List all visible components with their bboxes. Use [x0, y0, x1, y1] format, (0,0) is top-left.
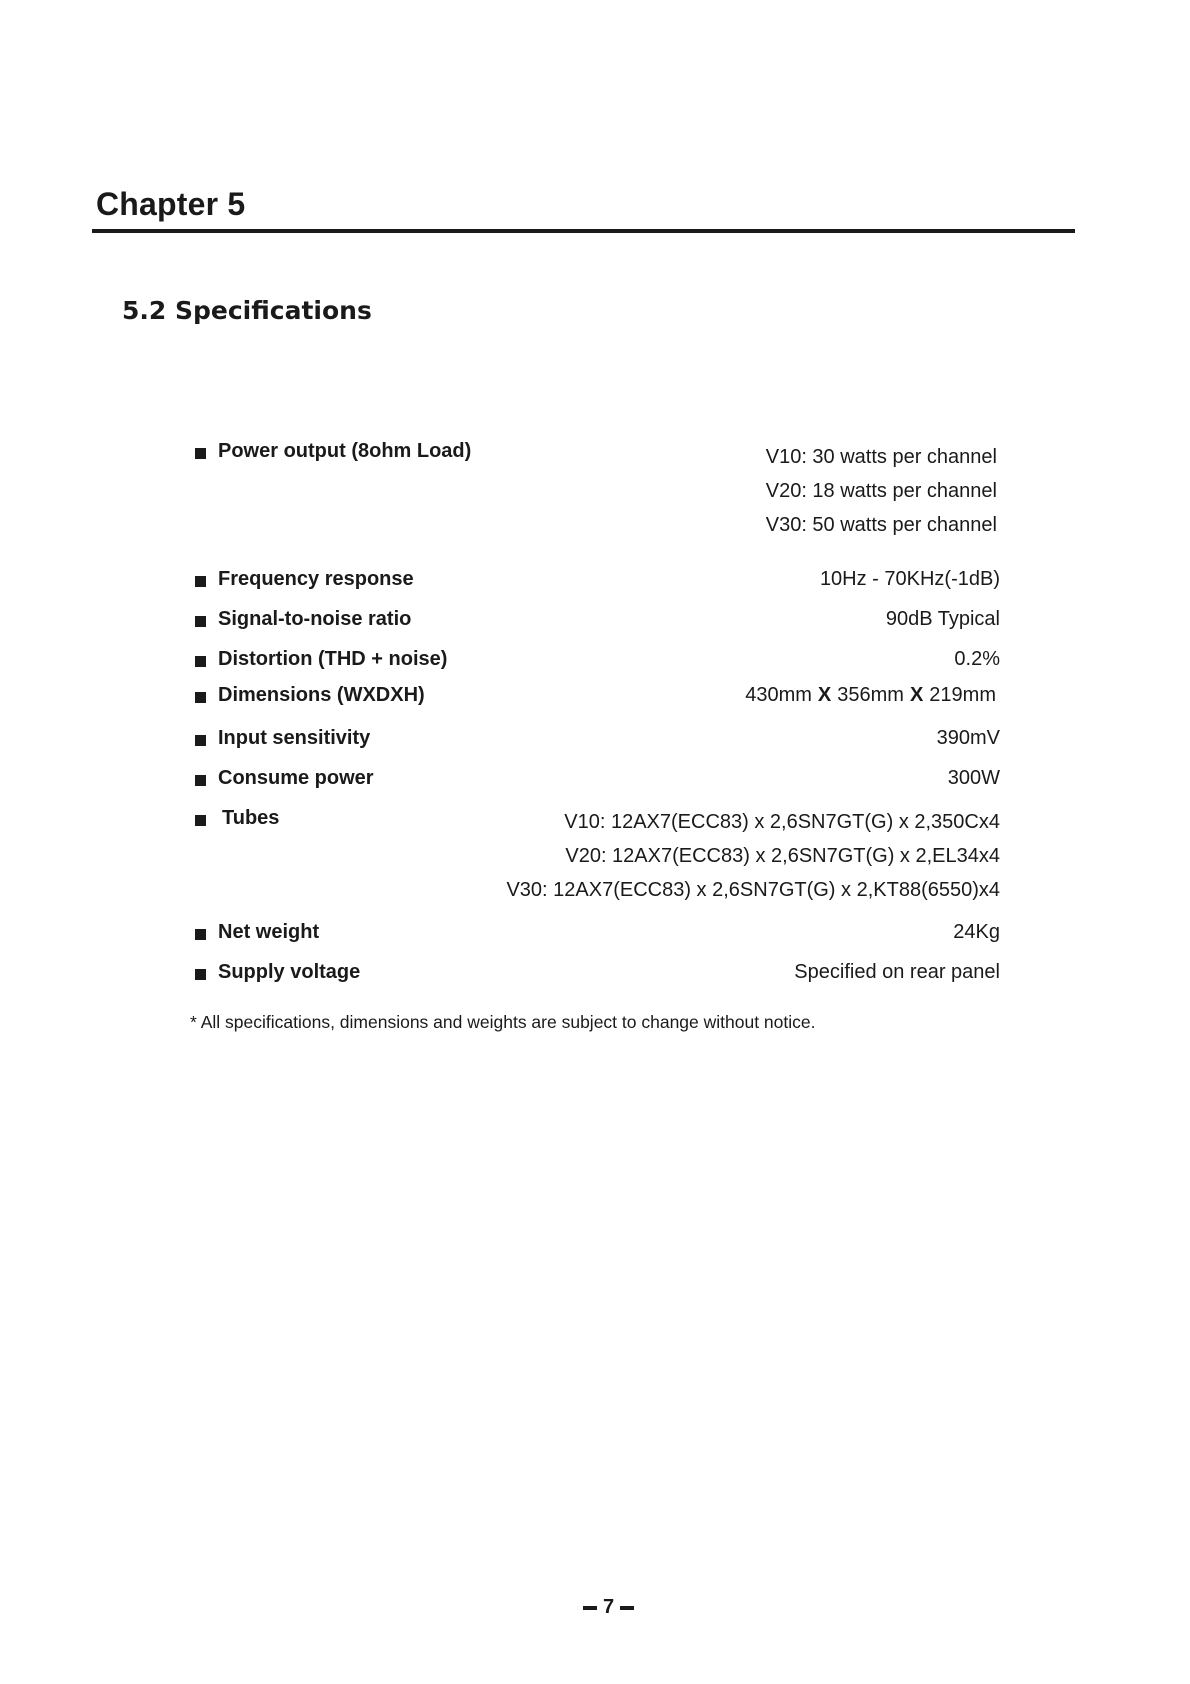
dimension-height: 219mm	[929, 684, 996, 706]
spec-value-net-weight: 24Kg	[953, 921, 1000, 943]
dimension-separator: X	[909, 684, 924, 706]
page-dash-right	[620, 1606, 634, 1610]
spec-value-input-sensitivity: 390mV	[936, 727, 1000, 749]
spec-value-power-output-v20: V20: 18 watts per channel	[765, 480, 997, 502]
spec-row-net-weight	[195, 921, 1000, 951]
spec-row-distortion	[195, 648, 1000, 678]
spec-row-dimensions	[195, 684, 1000, 714]
spec-value-power-output-v30: V30: 50 watts per channel	[765, 514, 997, 536]
spec-value-dimensions	[745, 684, 996, 707]
spec-label-tubes: Tubes	[222, 807, 280, 829]
spec-row-input-sensitivity	[195, 727, 1000, 757]
spec-label-consume-power: Consume power	[218, 767, 374, 789]
spec-value-consume-power: 300W	[947, 767, 1000, 789]
spec-label-input-sensitivity: Input sensitivity	[218, 727, 371, 749]
spec-row-supply-voltage	[195, 961, 1000, 991]
spec-label-net-weight: Net weight	[218, 921, 320, 943]
dimension-depth: 356mm	[837, 684, 904, 706]
spec-value-supply-voltage: Specified on rear panel	[794, 961, 1000, 983]
spec-value-tubes-v30: V30: 12AX7(ECC83) x 2,6SN7GT(G) x 2,KT88(6550)x4	[506, 879, 1000, 901]
spec-value-distortion: 0.2%	[954, 648, 1000, 670]
footnote: * All specifications, dimensions and weights are subject to change without notice.	[190, 1012, 816, 1032]
page-number-value: 7	[603, 1596, 615, 1618]
spec-value-power-output-v10: V10: 30 watts per channel	[765, 446, 997, 468]
dimension-separator: X	[817, 684, 832, 706]
dimension-width: 430mm	[745, 684, 812, 706]
spec-value-signal-to-noise: 90dB Typical	[885, 608, 1000, 630]
spec-value-tubes-v20: V20: 12AX7(ECC83) x 2,6SN7GT(G) x 2,EL34x4	[565, 845, 1000, 867]
chapter-title: Chapter 5	[96, 186, 246, 222]
spec-value-frequency-response: 10Hz - 70KHz(-1dB)	[819, 568, 1000, 590]
bullet-icon	[195, 815, 206, 826]
spec-label-frequency-response: Frequency response	[218, 568, 414, 590]
page-number	[583, 1596, 634, 1619]
spec-label-supply-voltage: Supply voltage	[218, 961, 361, 983]
spec-row-frequency-response	[195, 568, 1000, 598]
spec-row-consume-power	[195, 767, 1000, 797]
bullet-icon	[195, 692, 206, 703]
spec-label-dimensions: Dimensions (WXDXH)	[218, 684, 425, 706]
spec-row-power-output	[195, 440, 1000, 540]
bullet-icon	[195, 448, 206, 459]
bullet-icon	[195, 576, 206, 587]
spec-label-distortion: Distortion (THD + noise)	[218, 648, 448, 670]
spec-value-tubes-v10: V10: 12AX7(ECC83) x 2,6SN7GT(G) x 2,350Cx4	[564, 811, 1000, 833]
bullet-icon	[195, 656, 206, 667]
spec-row-signal-to-noise	[195, 608, 1000, 638]
bullet-icon	[195, 775, 206, 786]
spec-label-signal-to-noise: Signal-to-noise ratio	[218, 608, 412, 630]
spec-label-power-output: Power output (8ohm Load)	[218, 440, 472, 462]
section-title: 5.2 Specifications	[122, 296, 372, 325]
bullet-icon	[195, 735, 206, 746]
spec-row-tubes	[195, 807, 1000, 907]
bullet-icon	[195, 969, 206, 980]
bullet-icon	[195, 616, 206, 627]
bullet-icon	[195, 929, 206, 940]
chapter-divider	[92, 229, 1075, 233]
page-dash-left	[583, 1606, 597, 1610]
